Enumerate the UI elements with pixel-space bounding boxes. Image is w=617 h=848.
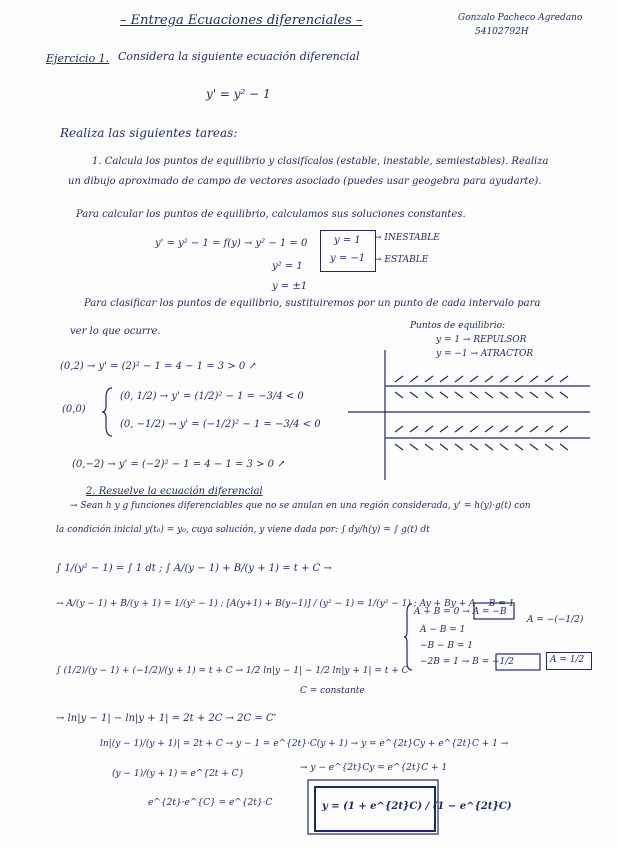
equilibrium-y2: y² = 1 <box>272 261 303 272</box>
equilibrium-point-2: y = −1 <box>330 253 366 264</box>
task2-line2: la condición inicial y(t₀) = y₀, cuya solución, y viene dada por: ∫ dy/h(y) = ∫ g(t) dt <box>56 525 430 535</box>
coefficient-a-result: A = 1/2 <box>550 655 585 665</box>
interval-case-3: (0,−2) → y' = (−2)² − 1 = 4 − 1 = 3 > 0 ↗ <box>72 459 286 470</box>
solution-step-5: ln|(y − 1)/(y + 1)| = 2t + C → y − 1 = e^{2t}·C(y + 1) → y = e^{2t}Cy + e^{2t}C + 1 → <box>100 739 509 749</box>
task1-line2: un dibujo aproximado de campo de vectores asociado (puedes usar geogebra para ayudarte). <box>68 176 542 187</box>
solution-step-8: → y − e^{2t}Cy = e^{2t}C + 1 <box>300 763 448 773</box>
tasks-intro: Realiza las siguientes tareas: <box>60 126 238 140</box>
solution-step-3: ∫ (1/2)/(y − 1) + (−1/2)/(y + 1) = t + C → 1/2 ln|y − 1| − 1/2 ln|y + 1| = t + C <box>56 666 409 676</box>
interval-case-2b: (0, −1/2) → y' = (−1/2)² − 1 = −3/4 < 0 <box>120 419 321 430</box>
interval-case-2-label: (0,0) <box>62 404 86 415</box>
system-line-a: A + B = 0 → A = −B <box>414 607 507 617</box>
task1-line1: 1. Calcula los puntos de equilibrio y clasifícalos (estable, inestable, semiestables). Realiza <box>92 156 549 167</box>
coefficient-a-value: A = −(−1/2) <box>527 615 584 625</box>
interval-case-1: (0,2) → y' = (2)² − 1 = 4 − 1 = 3 > 0 ↗ <box>60 361 257 372</box>
solution-step-6: (y − 1)/(y + 1) = e^{2t + C} <box>112 769 245 779</box>
system-line-c: −B − B = 1 <box>420 641 474 651</box>
differential-equation: y' = y² − 1 <box>206 87 271 101</box>
task1-line3: Para calcular los puntos de equilibrio, calculamos sus soluciones constantes. <box>76 209 466 220</box>
equilibrium-y: y = ±1 <box>272 281 308 292</box>
final-result: y = (1 + e^{2t}C) / (1 − e^{2t}C) <box>322 801 512 812</box>
task2-line1: → Sean h y g funciones diferenciables que no se anulan en una región considerada, y' = h(y)·g(t) con <box>70 501 531 511</box>
author-name: Gonzalo Pacheco Agredano <box>458 13 583 23</box>
system-line-d: −2B = 1 → B = −1/2 <box>420 657 515 667</box>
interval-case-2a: (0, 1/2) → y' = (1/2)² − 1 = −3/4 < 0 <box>120 391 304 402</box>
exercise-statement: Considera la siguiente ecuación diferencial <box>118 50 360 63</box>
solution-step-1: ∫ 1/(y² − 1) = ∫ 1 dt ; ∫ A/(y − 1) + B/(y + 1) = t + C → <box>56 563 332 574</box>
solution-step-4: → ln|y − 1| − ln|y + 1| = 2t + 2C → 2C = C' <box>56 713 277 724</box>
task2-title: 2. Resuelve la ecuación diferencial <box>86 486 263 497</box>
equilibrium-note-2: y = −1 → ATRACTOR <box>436 349 534 359</box>
equilibrium-note-title: Puntos de equilibrio: <box>410 321 506 331</box>
classification-stable: → ESTABLE <box>374 255 429 265</box>
classify-line1: Para clasificar los puntos de equilibrio, sustituiremos por un punto de cada intervalo para <box>84 298 541 309</box>
page-title: – Entrega Ecuaciones diferenciales – <box>120 13 363 28</box>
student-id: 54102792H <box>475 27 529 37</box>
constant-note: C = constante <box>300 686 365 696</box>
solution-step-2: → A/(y − 1) + B/(y + 1) = 1/(y² − 1) ; [A(y+1) + B(y−1)] / (y² − 1) = 1/(y² − 1) ; Ay + By + A − B = 1 <box>56 599 515 609</box>
classification-unstable: → INESTABLE <box>374 233 440 243</box>
system-line-b: A − B = 1 <box>420 625 466 635</box>
exercise-label: Ejercicio 1. <box>46 52 110 65</box>
equilibrium-equation: y' = y² − 1 = f(y) → y² − 1 = 0 <box>155 238 308 249</box>
equilibrium-note-1: y = 1 → REPULSOR <box>436 335 527 345</box>
classify-line2: ver lo que ocurre. <box>70 326 161 337</box>
equilibrium-point-1: y = 1 <box>334 235 361 246</box>
solution-step-7: e^{2t}·e^{C} = e^{2t}·C <box>148 798 273 808</box>
